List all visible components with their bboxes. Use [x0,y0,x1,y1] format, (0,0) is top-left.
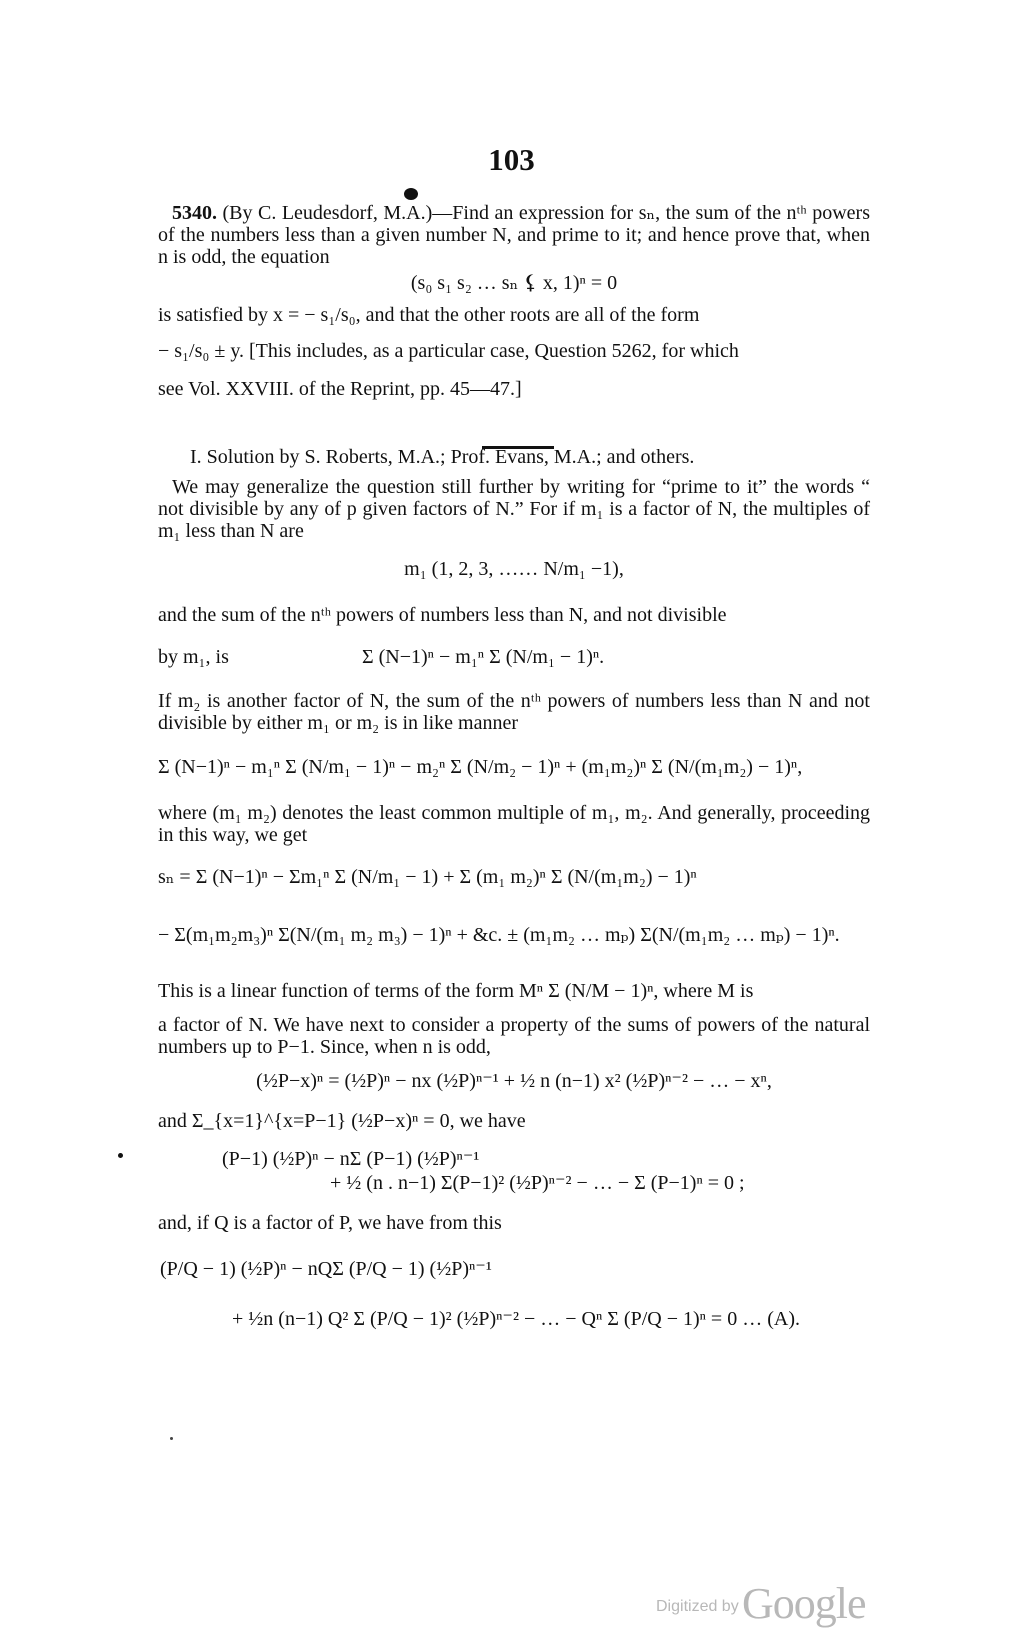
problem-equation: (s₀ s₁ s₂ … sₙ ⚸ x, 1)ⁿ = 0 [410,272,618,294]
problem-line-4: see Vol. XXVIII. of the Reprint, pp. 45—47.] [158,378,522,400]
equation-a-line-2: + ½n (n−1) Q² Σ (P/Q − 1)² (½P)ⁿ⁻² − … − Qⁿ Σ (P/Q − 1)ⁿ = 0 … (A). [232,1308,800,1330]
problem-text: (By C. Leudesdorf, M.A.)—Find an expression for sₙ, the sum of the nᵗʰ powers of the numbers less than a given number N, and prime to it; and hence prove that, when n is odd, the equation [158,202,870,268]
solution-paragraph-2: and the sum of the nᵗʰ powers of numbers less than N, and not divisible [158,604,727,626]
equation-sum-line-2: + ½ (n . n−1) Σ(P−1)² (½P)ⁿ⁻² − … − Σ (P−1)ⁿ = 0 ; [330,1172,745,1194]
watermark-small-text: Digitized by [656,1598,739,1615]
stray-mark [170,1437,173,1440]
equation-expansion: (½P−x)ⁿ = (½P)ⁿ − nx (½P)ⁿ⁻¹ + ½ n (n−1) x² (½P)ⁿ⁻² − … − xⁿ, [256,1070,772,1092]
solution-paragraph-5: where (m₁ m₂) denotes the least common multiple of m₁, m₂. And generally, proceeding in this way, we get [158,802,870,846]
solution-paragraph-6b: a factor of N. We have next to consider a property of the sums of powers of the natural numbers up to P−1. Since, when n is odd, [158,1014,870,1058]
problem-paragraph [158,202,870,268]
equation-s-n-line-1: sₙ = Σ (N−1)ⁿ − Σm₁ⁿ Σ (N/m₁ − 1) + Σ (m₁ m₂)ⁿ Σ (N/(m₁m₂) − 1)ⁿ [158,866,697,888]
problem-number: 5340. [172,202,217,224]
google-logo: Google [742,1579,866,1628]
solution-paragraph-6a: This is a linear function of terms of the form Mⁿ Σ (N/M − 1)ⁿ, where M is [158,980,754,1002]
equation-multiples: m₁ (1, 2, 3, …… N/m₁ −1), [404,558,624,580]
solution-paragraph-8: and, if Q is a factor of P, we have from this [158,1212,502,1234]
equation-a-line-1: (P/Q − 1) (½P)ⁿ − nQΣ (P/Q − 1) (½P)ⁿ⁻¹ [160,1258,492,1280]
page-number: 103 [488,142,535,177]
solution-paragraph-3: by m₁, is [158,646,229,668]
solution-paragraph-1: We may generalize the question still further by writing for “prime to it” the words “ not divisible by any of p given factors of N.” For if m₁ is a factor of N, the multiples of m₁ less than N are [158,476,870,542]
solution-paragraph-7: and Σ_{x=1}^{x=P−1} (½P−x)ⁿ = 0, we have [158,1110,526,1132]
ink-dot [404,188,418,200]
solution-title: I. Solution by S. Roberts, M.A.; Prof. Evans, M.A.; and others. [190,446,695,468]
equation-sum-line-1: (P−1) (½P)ⁿ − nΣ (P−1) (½P)ⁿ⁻¹ [222,1148,480,1170]
problem-line-2: is satisfied by x = − s₁/s₀, and that the other roots are all of the form [158,304,700,326]
equation-sum-m1-m2: Σ (N−1)ⁿ − m₁ⁿ Σ (N/m₁ − 1)ⁿ − m₂ⁿ Σ (N/m₂ − 1)ⁿ + (m₁m₂)ⁿ Σ (N/(m₁m₂) − 1)ⁿ, [158,756,803,778]
equation-sum-m1: Σ (N−1)ⁿ − m₁ⁿ Σ (N/m₁ − 1)ⁿ. [362,646,605,668]
problem-line-3: − s₁/s₀ ± y. [This includes, as a particular case, Question 5262, for which [158,340,739,362]
margin-mark [118,1153,123,1158]
solution-paragraph-4: If m₂ is another factor of N, the sum of the nᵗʰ powers of numbers less than N and not divisible by either m₁ or m₂ is in like manner [158,690,870,734]
equation-s-n-line-2: − Σ(m₁m₂m₃)ⁿ Σ(N/(m₁ m₂ m₃) − 1)ⁿ + &c. ± (m₁m₂ … mₚ) Σ(N/(m₁m₂ … mₚ) − 1)ⁿ. [158,924,840,946]
digitized-watermark [656,1578,896,1638]
